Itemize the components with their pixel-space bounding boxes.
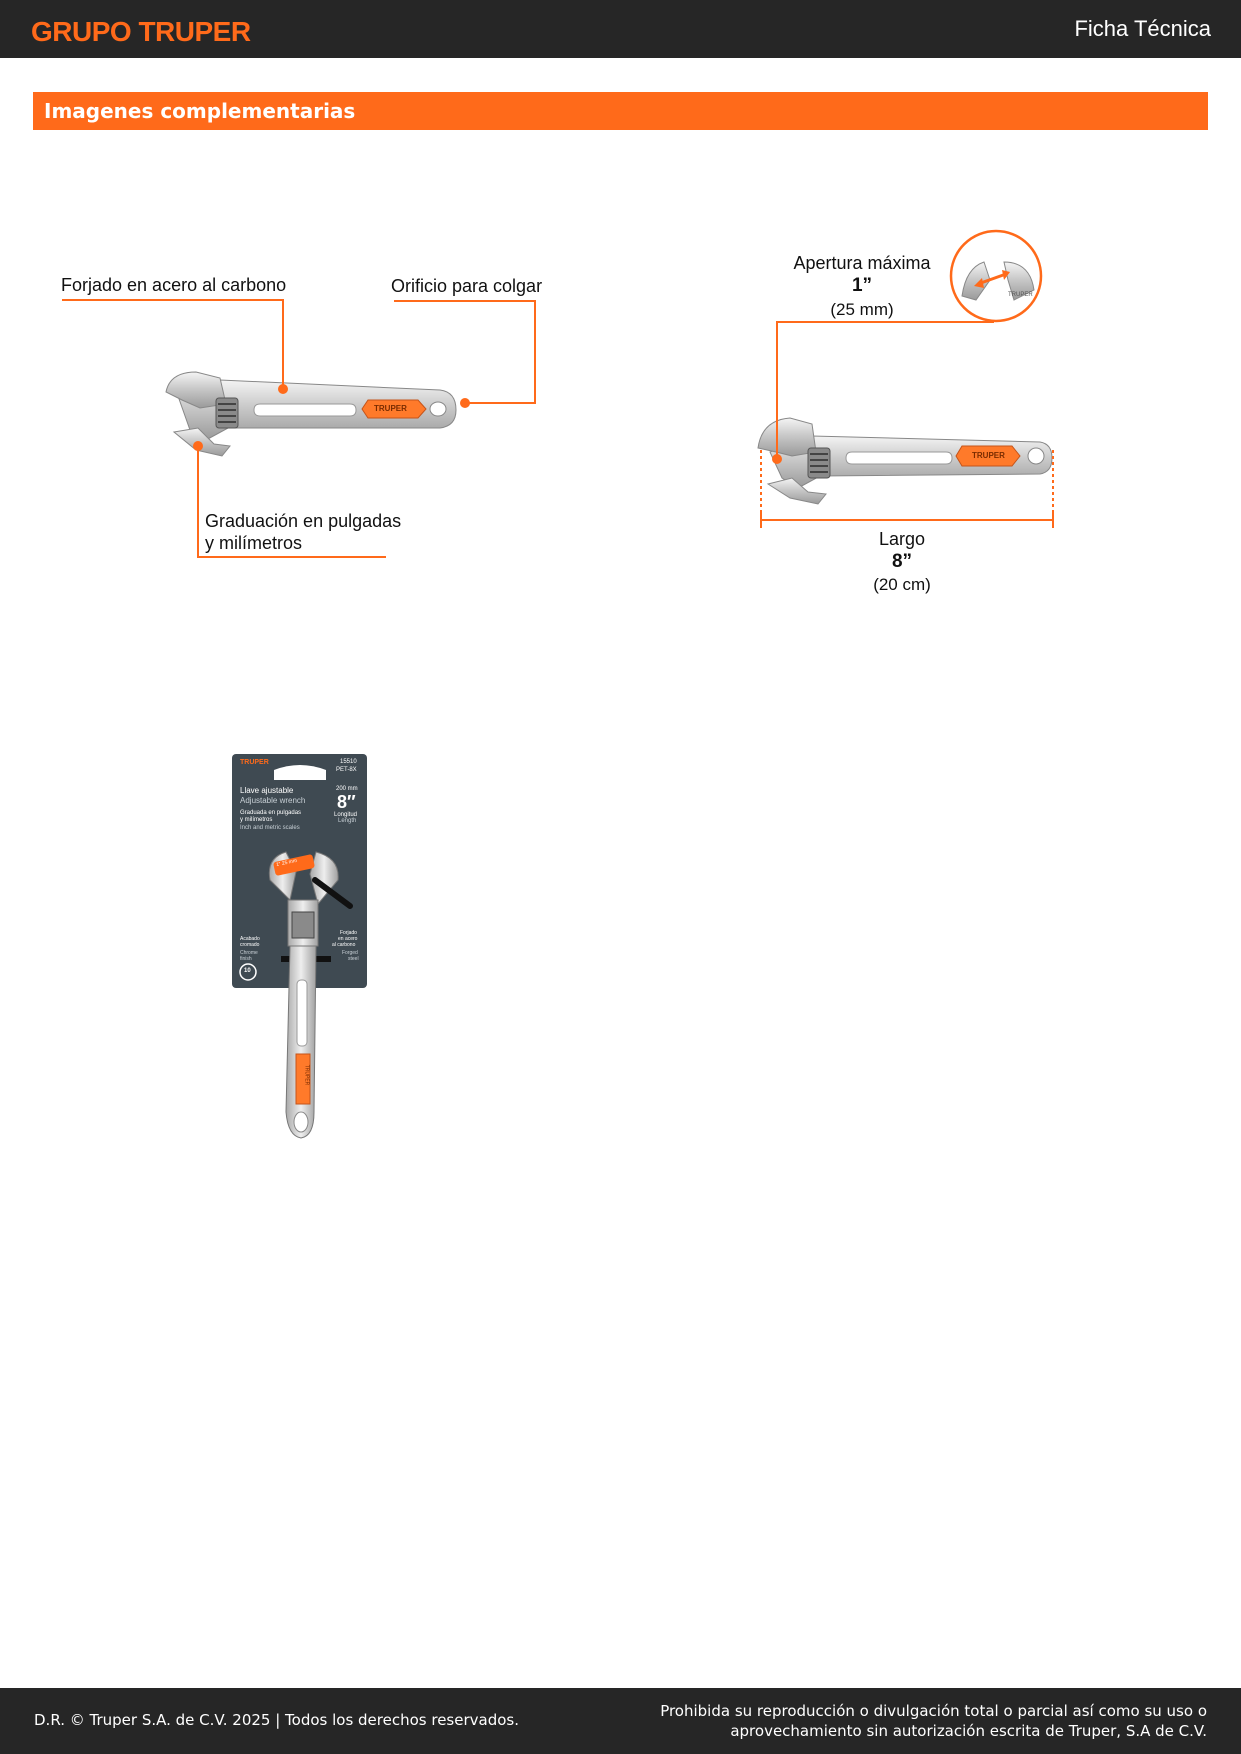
footer-legal-line1: Prohibida su reproducción o divulgación total o parcial así como su uso o bbox=[660, 1702, 1207, 1720]
callout-dot bbox=[460, 398, 470, 408]
package-finish-es-2: cromado bbox=[240, 942, 260, 948]
jaw-zoom-inset bbox=[951, 231, 1041, 321]
handle-brand-label-dimensions: TRUPER bbox=[972, 451, 1005, 460]
opening-label: Apertura máxima bbox=[793, 253, 931, 273]
package-model: PET-8X bbox=[336, 767, 357, 773]
grupo-truper-logo: GRUPO TRUPER bbox=[31, 16, 251, 47]
footer-legal-notice bbox=[647, 1701, 1207, 1741]
handle-brand-label: TRUPER bbox=[374, 404, 407, 413]
package-opening-badge: 1″ 25 mm bbox=[275, 857, 298, 869]
callout-forged-steel: Forjado en acero al carbono bbox=[61, 275, 287, 295]
length-inches: 8” bbox=[891, 551, 913, 572]
package-length-es: Longitud bbox=[334, 812, 358, 818]
package-length-en: Length bbox=[338, 818, 357, 824]
callout-dot bbox=[278, 384, 288, 394]
package-handle-brand: TRUPER bbox=[303, 1064, 310, 1086]
package-forged-en-2: steel bbox=[348, 956, 359, 962]
length-label: Largo bbox=[878, 529, 926, 549]
package-finish-en-2: finish bbox=[240, 956, 252, 962]
package-forged-es-3: al carbono bbox=[332, 942, 356, 948]
package-brand: TRUPER bbox=[240, 759, 269, 766]
callout-dot bbox=[772, 454, 782, 464]
package-finish-en-1: Chrome bbox=[240, 950, 258, 956]
package-badge: 10 bbox=[244, 968, 251, 974]
callout-dot bbox=[193, 441, 203, 451]
footer-copyright: D.R. © Truper S.A. de C.V. 2025 | Todos los derechos reservados. bbox=[34, 1711, 519, 1729]
package-name-en: Adjustable wrench bbox=[240, 796, 306, 805]
package-size-mm: 200 mm bbox=[336, 786, 358, 792]
package-name-es: Llave ajustable bbox=[240, 786, 294, 795]
package-forged-es-2: en acero bbox=[338, 936, 358, 942]
footer-legal-line2: aprovechamiento sin autorización escrita de Truper, S.A de C.V. bbox=[730, 1722, 1207, 1740]
page-footer bbox=[0, 1688, 1241, 1754]
package-forged-es-1: Forjado bbox=[340, 930, 357, 936]
package-desc-es-2: y milímetros bbox=[240, 817, 273, 823]
callout-scale-line2: y milímetros bbox=[205, 533, 303, 553]
wrench-image-dimensions bbox=[758, 418, 1052, 504]
section-title: Imagenes complementarias bbox=[44, 99, 356, 123]
opening-inches: 1” bbox=[851, 275, 873, 296]
package-finish-es-1: Acabado bbox=[240, 936, 260, 942]
package-size-inches: 8″ bbox=[337, 792, 356, 812]
callout-hanging-hole: Orificio para colgar bbox=[391, 276, 543, 296]
document-type-title: Ficha Técnica bbox=[1074, 16, 1211, 41]
callout-scale-line1: Graduación en pulgadas bbox=[205, 511, 402, 531]
package-code: 15510 bbox=[340, 759, 357, 765]
wrench-image-features bbox=[166, 372, 456, 456]
length-cm: (20 cm) bbox=[873, 575, 931, 594]
package-desc-en: Inch and metric scales bbox=[240, 825, 300, 831]
package-forged-en-1: Forged bbox=[342, 950, 358, 956]
zoom-brand-label: TRUPER bbox=[1008, 292, 1033, 298]
package-desc-es-1: Graduada en pulgadas bbox=[240, 810, 302, 816]
opening-mm: (25 mm) bbox=[830, 300, 894, 319]
